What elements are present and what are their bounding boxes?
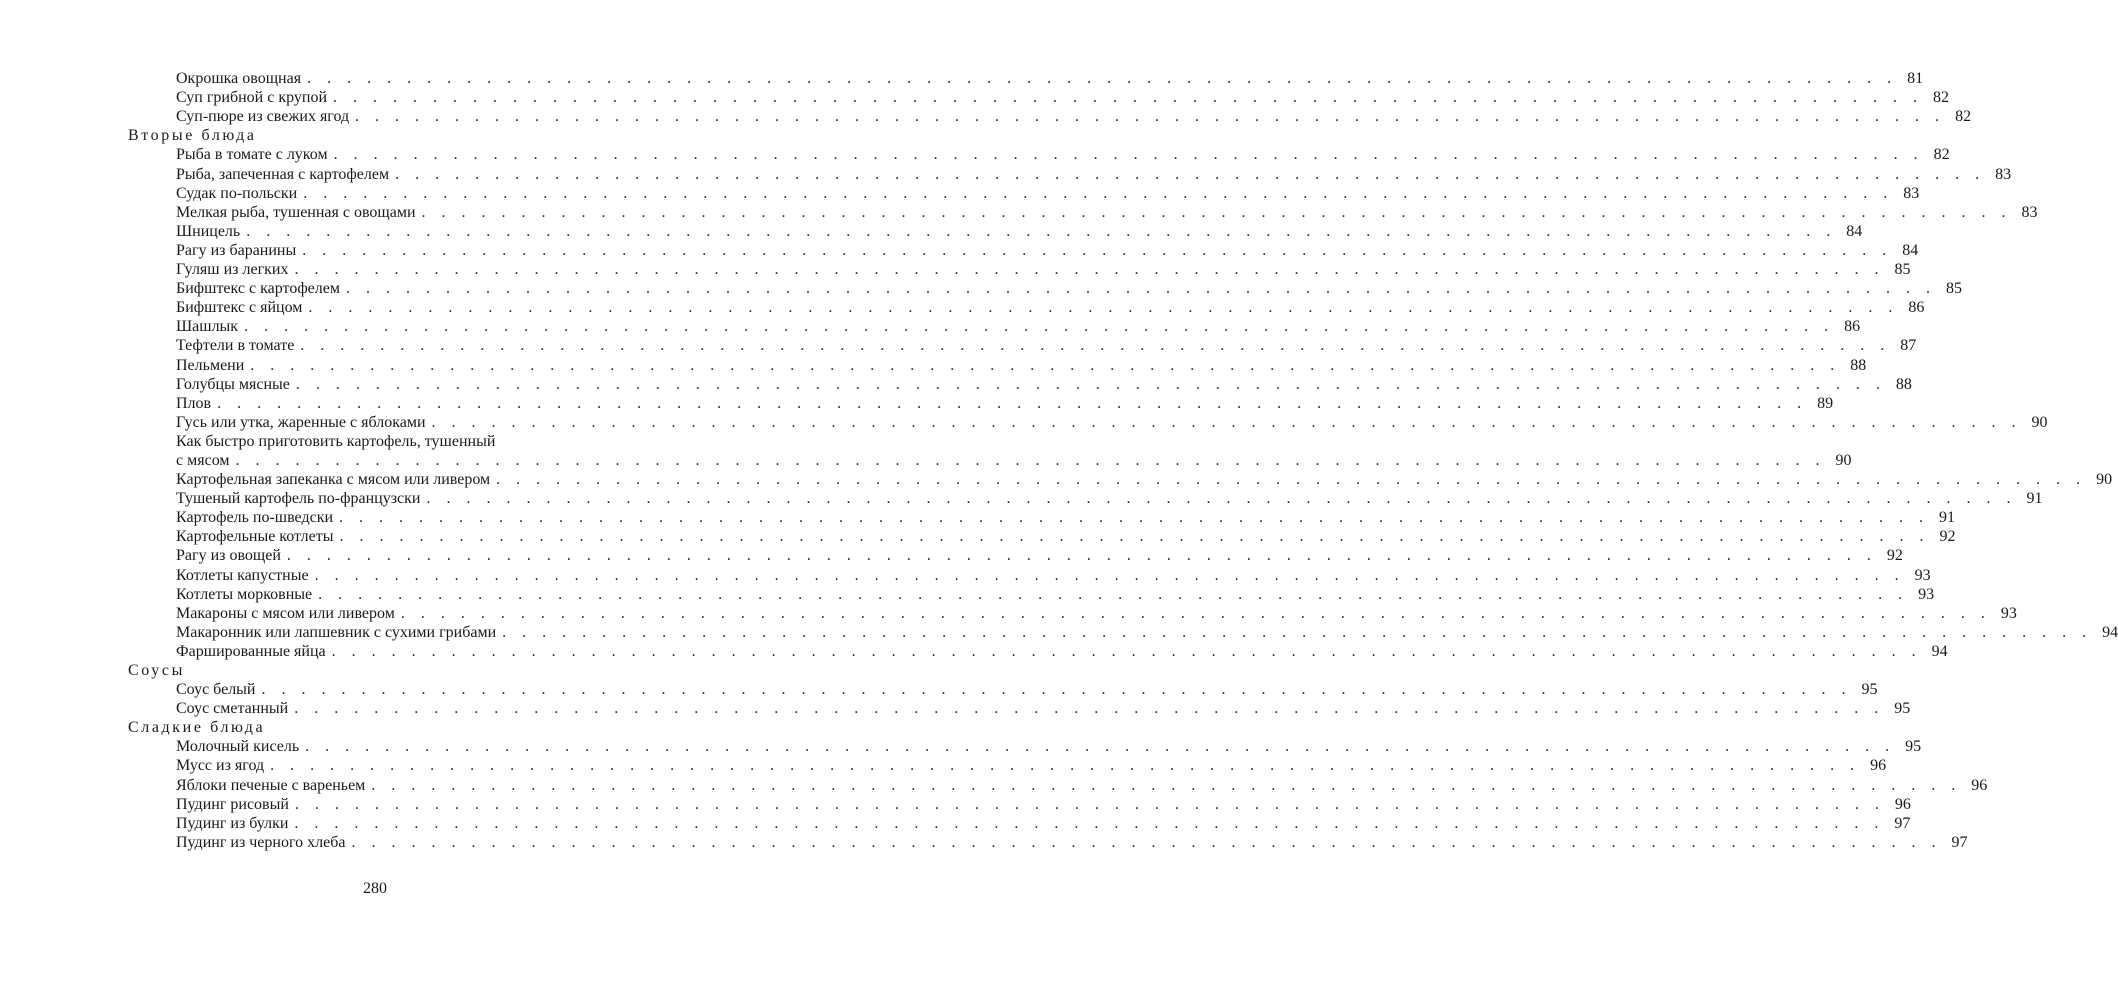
section-title: Соусы xyxy=(128,662,185,679)
dot-leader: . . . . . . . . . . . . . . . . . . . . . . . . . . . . . . . . . . . . . . . . . . . . . . . . . . . . . . . . . . . . . . . . . . . . . . . . . . . . . . . . xyxy=(246,222,1837,240)
entry-page-number: 91 xyxy=(1939,509,1956,527)
dot-leader: . . . . . . . . . . . . . . . . . . . . . . . . . . . . . . . . . . . . . . . . . . . . . . . . . . . . . . . . . . . . . . . . . . . . . . . . . . . . . . . . xyxy=(355,108,1946,126)
entry-title: Как быстро приготовить картофель, тушенный xyxy=(176,432,496,450)
dot-leader: . . . . . . . . . . . . . . . . . . . . . . . . . . . . . . . . . . . . . . . . . . . . . . . . . . . . . . . . . . . . . . . . . . . . . . . . . . . . . . . . xyxy=(250,356,1841,374)
dot-leader: . . . . . . . . . . . . . . . . . . . . . . . . . . . . . . . . . . . . . . . . . . . . . . . . . . . . . . . . . . . . . . . . . . . . . . . . . . . . . . . . xyxy=(421,203,2012,221)
entry-title: Пельмени xyxy=(176,356,245,374)
dot-leader: . . . . . . . . . . . . . . . . . . . . . . . . . . . . . . . . . . . . . . . . . . . . . . . . . . . . . . . . . . . . . . . . . . . . . . . . . . . . . . . . xyxy=(339,509,1930,527)
entry-page-number: 95 xyxy=(1861,681,1878,699)
entry-page-number: 82 xyxy=(1955,108,1972,126)
entry-title: Окрошка овощная xyxy=(176,70,302,88)
toc-entry xyxy=(128,107,1972,126)
toc-entry xyxy=(128,279,1962,298)
toc-section-heading xyxy=(128,718,625,737)
toc-entry xyxy=(128,336,1917,355)
toc-entry xyxy=(128,756,1887,775)
toc-entry xyxy=(128,203,2038,222)
toc-entry xyxy=(128,164,2012,183)
entry-title: Рагу из баранины xyxy=(176,241,297,259)
toc-entry xyxy=(128,508,1956,527)
toc-entry xyxy=(128,355,1867,374)
entry-page-number: 82 xyxy=(1933,89,1950,107)
dot-leader: . . . . . . . . . . . . . . . . . . . . . . . . . . . . . . . . . . . . . . . . . . . . . . . . . . . . . . . . . . . . . . . . . . . . . . . . . . . . . . . . xyxy=(400,604,1991,622)
dot-leader: . . . . . . . . . . . . . . . . . . . . . . . . . . . . . . . . . . . . . . . . . . . . . . . . . . . . . . . . . . . . . . . . . . . . . . . . . . . . . . . . xyxy=(333,89,1924,107)
dot-leader: . . . . . . . . . . . . . . . . . . . . . . . . . . . . . . . . . . . . . . . . . . . . . . . . . . . . . . . . . . . . . . . . . . . . . . . . . . . . . . . . xyxy=(395,165,1986,183)
entry-title: Картофельная запеканка с мясом или ливером xyxy=(176,471,491,489)
entry-page-number: 85 xyxy=(1894,261,1911,279)
toc-entry xyxy=(128,88,1950,107)
toc-entry xyxy=(128,470,2113,489)
toc-entry xyxy=(128,489,2043,508)
toc-entry xyxy=(128,145,1950,164)
dot-leader: . . . . . . . . . . . . . . . . . . . . . . . . . . . . . . . . . . . . . . . . . . . . . . . . . . . . . . . . . . . . . . . . . . . . . . . . . . . . . . . . xyxy=(308,299,1899,317)
toc-entry xyxy=(128,814,1911,833)
entry-page-number: 95 xyxy=(1905,738,1922,756)
dot-leader: . . . . . . . . . . . . . . . . . . . . . . . . . . . . . . . . . . . . . . . . . . . . . . . . . . . . . . . . . . . . . . . . . . . . . . . . . . . . . . . . xyxy=(286,547,1877,565)
dot-leader: . . . . . . . . . . . . . . . . . . . . . . . . . . . . . . . . . . . . . . . . . . . . . . . . . . . . . . . . . . . . . . . . . . . . . . . . . . . . . . . . xyxy=(244,318,1835,336)
entry-title: Соус сметанный xyxy=(176,700,289,718)
toc-entry xyxy=(128,69,1924,88)
entry-page-number: 84 xyxy=(1902,241,1919,259)
toc-entry xyxy=(128,375,1912,394)
entry-title: Рыба в томате с луком xyxy=(176,146,328,164)
entry-page-number: 86 xyxy=(1908,299,1925,317)
dot-leader: . . . . . . . . . . . . . . . . . . . . . . . . . . . . . . . . . . . . . . . . . . . . . . . . . . . . . . . . . . . . . . . . . . . . . . . . . . . . . . . . xyxy=(294,261,1885,279)
entry-title: Голубцы мясные xyxy=(176,375,290,393)
entry-page-number: 94 xyxy=(2102,623,2118,641)
dot-leader: . . . . . . . . . . . . . . . . . . . . . . . . . . . . . . . . . . . . . . . . . . . . . . . . . . . . . . . . . . . . . . . . . . . . . . . . . . . . . . . . xyxy=(431,413,2022,431)
dot-leader: . . . . . . . . . . . . . . . . . . . . . . . . . . . . . . . . . . . . . . . . . . . . . . . . . . . . . . . . . . . . . . . . . . . . . . . . . . . . . . . . xyxy=(295,375,1886,393)
toc-entry xyxy=(128,413,2048,432)
entry-page-number: 93 xyxy=(2000,604,2017,622)
entry-page-number: 82 xyxy=(1933,146,1950,164)
entry-title: Мелкая рыба, тушенная с овощами xyxy=(176,203,416,221)
dot-leader: . . . . . . . . . . . . . . . . . . . . . . . . . . . . . . . . . . . . . . . . . . . . . . . . . . . . . . . . . . . . . . . . . . . . . . . . . . . . . . . . xyxy=(294,814,1885,832)
dot-leader: . . . . . . . . . . . . . . . . . . . . . . . . . . . . . . . . . . . . . . . . . . . . . . . . . . . . . . . . . . . . . . . . . . . . . . . . . . . . . . . . xyxy=(303,184,1894,202)
dot-leader: . . . . . . . . . . . . . . . . . . . . . . . . . . . . . . . . . . . . . . . . . . . . . . . . . . . . . . . . . . . . . . . . . . . . . . . . . . . . . . . . xyxy=(300,337,1891,355)
toc-entry xyxy=(128,737,1922,756)
toc-entry xyxy=(128,317,1861,336)
toc-entry xyxy=(128,642,1948,661)
toc-entry xyxy=(128,585,1935,604)
entry-page-number: 90 xyxy=(2031,413,2048,431)
entry-page-number: 93 xyxy=(1918,585,1935,603)
toc-entry xyxy=(128,241,1919,260)
page-number: 280 xyxy=(363,880,387,897)
toc-entry xyxy=(128,451,1852,470)
entry-page-number: 88 xyxy=(1895,375,1912,393)
entry-page-number: 81 xyxy=(1907,70,1924,88)
entry-page-number: 97 xyxy=(1951,833,1968,851)
entry-title: Пудинг рисовый xyxy=(176,795,289,813)
dot-leader: . . . . . . . . . . . . . . . . . . . . . . . . . . . . . . . . . . . . . . . . . . . . . . . . . . . . . . . . . . . . . . . . . . . . . . . . . . . . . . . . xyxy=(235,451,1826,469)
dot-leader: . . . . . . . . . . . . . . . . . . . . . . . . . . . . . . . . . . . . . . . . . . . . . . . . . . . . . . . . . . . . . . . . . . . . . . . . . . . . . . . . xyxy=(294,795,1885,813)
entry-title: Котлеты морковные xyxy=(176,585,313,603)
toc-entry xyxy=(128,184,1920,203)
toc-entry xyxy=(128,775,1988,794)
table-of-contents xyxy=(128,69,2118,852)
entry-title: Суп грибной с крупой xyxy=(176,89,328,107)
entry-page-number: 96 xyxy=(1870,757,1887,775)
toc-entry xyxy=(128,260,1911,279)
toc-section-heading xyxy=(128,126,625,145)
entry-title: Бифштекс с яйцом xyxy=(176,299,303,317)
dot-leader: . . . . . . . . . . . . . . . . . . . . . . . . . . . . . . . . . . . . . . . . . . . . . . . . . . . . . . . . . . . . . . . . . . . . . . . . . . . . . . . . xyxy=(314,566,1905,584)
entry-page-number: 83 xyxy=(1903,184,1920,202)
entry-page-number: 88 xyxy=(1850,356,1867,374)
dot-leader: . . . . . . . . . . . . . . . . . . . . . . . . . . . . . . . . . . . . . . . . . . . . . . . . . . . . . . . . . . . . . . . . . . . . . . . . . . . . . . . . xyxy=(307,70,1898,88)
entry-page-number: 97 xyxy=(1894,814,1911,832)
entry-title: Пудинг из булки xyxy=(176,814,289,832)
dot-leader: . . . . . . . . . . . . . . . . . . . . . . . . . . . . . . . . . . . . . . . . . . . . . . . . . . . . . . . . . . . . . . . . . . . . . . . . . . . . . . . . xyxy=(305,738,1896,756)
dot-leader: . . . . . . . . . . . . . . . . . . . . . . . . . . . . . . . . . . . . . . . . . . . . . . . . . . . . . . . . . . . . . . . . . . . . . . . . . . . . . . . . xyxy=(302,241,1893,259)
dot-leader: . . . . . . . . . . . . . . . . . . . . . . . . . . . . . . . . . . . . . . . . . . . . . . . . . . . . . . . . . . . . . . . . . . . . . . . . . . . . . . . . xyxy=(426,490,2017,508)
entry-title: Макаронник или лапшевник с сухими грибами xyxy=(176,623,497,641)
dot-leader: . . . . . . . . . . . . . . . . . . . . . . . . . . . . . . . . . . . . . . . . . . . . . . . . . . . . . . . . . . . . . . . . . . . . . . . . . . . . . . . . xyxy=(351,833,1942,851)
entry-title: Мусс из ягод xyxy=(176,757,265,775)
toc-entry xyxy=(128,432,625,451)
entry-page-number: 96 xyxy=(1971,776,1988,794)
entry-page-number: 95 xyxy=(1894,700,1911,718)
dot-leader: . . . . . . . . . . . . . . . . . . . . . . . . . . . . . . . . . . . . . . . . . . . . . . . . . . . . . . . . . . . . . . . . . . . . . . . . . . . . . . . . xyxy=(331,642,1922,660)
toc-entry xyxy=(128,699,1911,718)
toc-entry xyxy=(128,298,1925,317)
entry-page-number: 85 xyxy=(1946,280,1962,298)
entry-page-number: 83 xyxy=(2021,203,2038,221)
toc-entry xyxy=(128,527,1956,546)
dot-leader: . . . . . . . . . . . . . . . . . . . . . . . . . . . . . . . . . . . . . . . . . . . . . . . . . . . . . . . . . . . . . . . . . . . . . . . . . . . . . . . . xyxy=(294,700,1885,718)
entry-page-number: 94 xyxy=(1931,642,1948,660)
dot-leader: . . . . . . . . . . . . . . . . . . . . . . . . . . . . . . . . . . . . . . . . . . . . . . . . . . . . . . . . . . . . . . . . . . . . . . . . . . . . . . . . xyxy=(502,623,2093,641)
toc-entry xyxy=(128,833,1968,852)
entry-title: Гуляш из легких xyxy=(176,261,289,279)
entry-page-number: 90 xyxy=(2096,471,2113,489)
dot-leader: . . . . . . . . . . . . . . . . . . . . . . . . . . . . . . . . . . . . . . . . . . . . . . . . . . . . . . . . . . . . . . . . . . . . . . . . . . . . . . . . xyxy=(371,776,1962,794)
entry-title: Картофельные котлеты xyxy=(176,528,334,546)
entry-title: Плов xyxy=(176,394,212,412)
entry-title: Тефтели в томате xyxy=(176,337,295,355)
toc-entry xyxy=(128,546,1903,565)
entry-page-number: 89 xyxy=(1817,394,1834,412)
entry-title: Гусь или утка, жаренные с яблоками xyxy=(176,413,426,431)
entry-page-number: 86 xyxy=(1844,318,1861,336)
entry-page-number: 96 xyxy=(1894,795,1911,813)
toc-section-heading xyxy=(128,661,625,680)
dot-leader: . . . . . . . . . . . . . . . . . . . . . . . . . . . . . . . . . . . . . . . . . . . . . . . . . . . . . . . . . . . . . . . . . . . . . . . . . . . . . . . . xyxy=(270,757,1861,775)
toc-entry xyxy=(128,623,2118,642)
toc-entry xyxy=(128,680,1878,699)
entry-page-number: 93 xyxy=(1914,566,1931,584)
entry-page-number: 83 xyxy=(1995,165,2012,183)
toc-entry xyxy=(128,394,1834,413)
entry-title: Фаршированные яйца xyxy=(176,642,326,660)
entry-title: Котлеты капустные xyxy=(176,566,309,584)
entry-title: Шницель xyxy=(176,222,241,240)
entry-title: Бифштекс с картофелем xyxy=(176,280,340,298)
dot-leader: . . . . . . . . . . . . . . . . . . . . . . . . . . . . . . . . . . . . . . . . . . . . . . . . . . . . . . . . . . . . . . . . . . . . . . . . . . . . . . . . xyxy=(318,585,1909,603)
entry-page-number: 92 xyxy=(1939,528,1956,546)
toc-entry xyxy=(128,795,1911,814)
dot-leader: . . . . . . . . . . . . . . . . . . . . . . . . . . . . . . . . . . . . . . . . . . . . . . . . . . . . . . . . . . . . . . . . . . . . . . . . . . . . . . . . xyxy=(261,681,1852,699)
section-title: Вторые блюда xyxy=(128,127,257,145)
entry-page-number: 90 xyxy=(1835,451,1852,469)
toc-entry xyxy=(128,604,2017,623)
entry-title: Тушеный картофель по-французски xyxy=(176,490,421,508)
entry-title: Шашлык xyxy=(176,318,239,336)
entry-page-number: 92 xyxy=(1886,547,1903,565)
dot-leader: . . . . . . . . . . . . . . . . . . . . . . . . . . . . . . . . . . . . . . . . . . . . . . . . . . . . . . . . . . . . . . . . . . . . . . . . . . . . . . . . xyxy=(333,146,1924,164)
entry-title: Молочный кисель xyxy=(176,738,300,756)
entry-title: Яблоки печеные с вареньем xyxy=(176,776,366,794)
dot-leader: . . . . . . . . . . . . . . . . . . . . . . . . . . . . . . . . . . . . . . . . . . . . . . . . . . . . . . . . . . . . . . . . . . . . . . . . . . . . . . . . xyxy=(339,528,1930,546)
dot-leader: . . . . . . . . . . . . . . . . . . . . . . . . . . . . . . . . . . . . . . . . . . . . . . . . . . . . . . . . . . . . . . . . . . . . . . . . . . . . . . . . xyxy=(217,394,1808,412)
toc-entry xyxy=(128,565,1931,584)
section-title: Сладкие блюда xyxy=(128,719,266,737)
entry-title: Судак по-польски xyxy=(176,184,298,202)
entry-title: Макароны с мясом или ливером xyxy=(176,604,395,622)
entry-title: Рагу из овощей xyxy=(176,547,281,565)
entry-page-number: 91 xyxy=(2026,490,2043,508)
entry-title: с мясом xyxy=(176,451,230,469)
toc-entry xyxy=(128,222,1863,241)
entry-page-number: 87 xyxy=(1900,337,1917,355)
entry-title: Соус белый xyxy=(176,681,256,699)
dot-leader: . . . . . . . . . . . . . . . . . . . . . . . . . . . . . . . . . . . . . . . . . . . . . . . . . . . . . . . . . . . . . . . . . . . . . . . . . . . . . . . . xyxy=(496,471,2087,489)
entry-title: Картофель по-шведски xyxy=(176,509,334,527)
entry-title: Суп-пюре из свежих ягод xyxy=(176,108,350,126)
entry-title: Пудинг из черного хлеба xyxy=(176,833,346,851)
dot-leader: . . . . . . . . . . . . . . . . . . . . . . . . . . . . . . . . . . . . . . . . . . . . . . . . . . . . . . . . . . . . . . . . . . . . . . . . . . . . . . . . xyxy=(346,280,1936,298)
entry-page-number: 84 xyxy=(1846,222,1863,240)
entry-title: Рыба, запеченная с картофелем xyxy=(176,165,390,183)
